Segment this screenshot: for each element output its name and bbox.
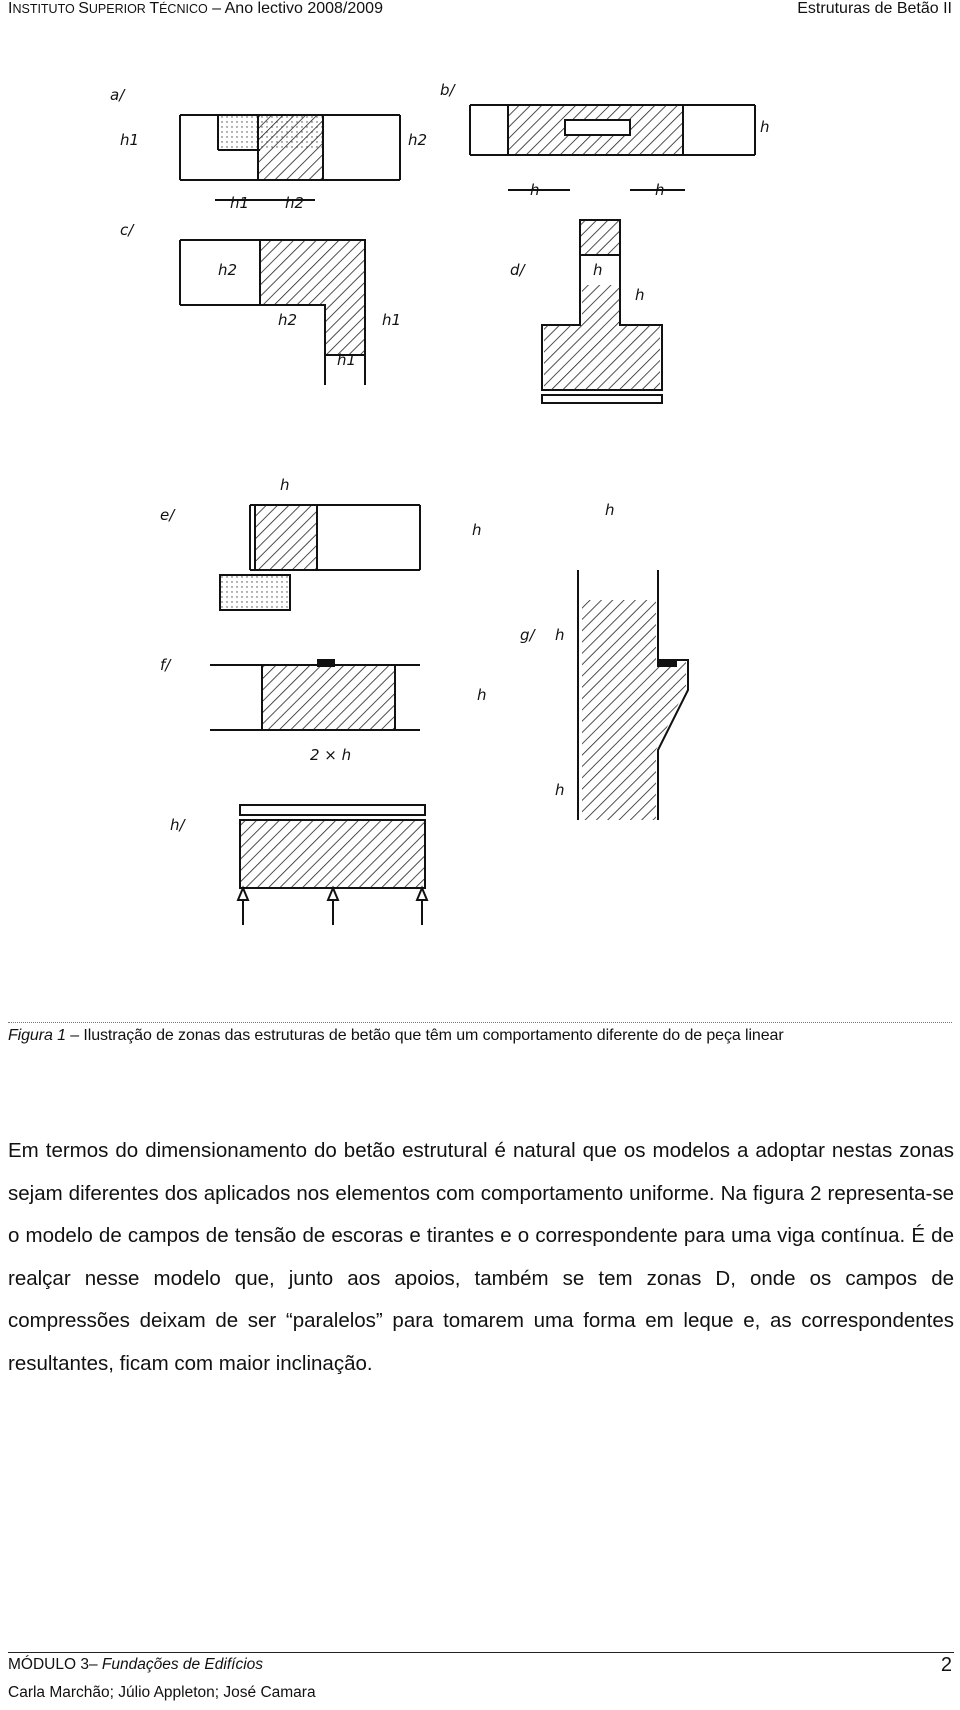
label-g-h-bot: h (555, 781, 565, 799)
label-e-h-side: h (472, 521, 482, 539)
label-e-h: h (280, 476, 290, 494)
footer-module: MÓDULO 3– Fundações de Edifícios (8, 1656, 264, 1673)
caption-separator (8, 1022, 952, 1023)
label-h: h/ (170, 816, 185, 834)
label-g: g/ (520, 626, 535, 644)
page-header (0, 0, 960, 28)
figure-caption (8, 1027, 784, 1045)
label-a-h2: h2 (408, 131, 428, 149)
label-d-h: h (593, 261, 603, 279)
label-d-h-side: h (635, 286, 645, 304)
caption-label: Figura 1 (8, 1027, 66, 1044)
header-course: Estruturas de Betão II (797, 0, 952, 17)
label-g-h-top: h (605, 501, 615, 519)
label-f: f/ (160, 656, 171, 674)
label-a-h1-bottom: h1 (230, 194, 250, 212)
label-f-h: h (477, 686, 487, 704)
label-a: a/ (110, 86, 125, 104)
label-f-2h: 2 × h (310, 746, 352, 764)
label-c-h1: h1 (382, 311, 402, 329)
label-b: b/ (440, 81, 455, 99)
label-a-h2-bottom: h2 (285, 194, 305, 212)
header-institution: INSTITUTO SUPERIOR TÉCNICO – Ano lectivo 2008/2009 (8, 0, 383, 17)
page-number: 2 (940, 1654, 952, 1676)
body-paragraph: Em termos do dimensionamento do betão estrutural é natural que os modelos a adoptar nestas zonas sejam diferentes dos aplicados nos elementos com comportamento uniforme. Na figura 2 representa-se o modelo de campos de tensão de escoras e tirantes e o correspondente para uma viga contínua. É de realçar nesse modelo que, junto aos apoios, também se tem zonas D, onde os campos de compressões deixam de ser “paralelos” para tomarem uma forma em leque e, as correspondentes resultantes, ficam com maior inclinação. (8, 1139, 954, 1375)
label-c: c/ (120, 221, 134, 239)
label-d: d/ (510, 261, 525, 279)
label-b-h-bottom-2: h (655, 181, 665, 199)
label-a-h1: h1 (120, 131, 140, 149)
label-c-h2-bottom: h2 (278, 311, 298, 329)
label-c-h1-bottom: h1 (337, 351, 357, 369)
figure-1-drawing (100, 60, 790, 1010)
footer-authors: Carla Marchão; Júlio Appleton; José Camara (8, 1684, 316, 1701)
label-b-h: h (760, 118, 770, 136)
caption-text: – Ilustração de zonas das estruturas de betão que têm um comportamento diferente do de peça linear (65, 1027, 784, 1044)
label-c-h2: h2 (218, 261, 238, 279)
footer-rule (8, 1652, 954, 1653)
label-g-h-mid: h (555, 626, 565, 644)
label-b-h-bottom-1: h (530, 181, 540, 199)
label-e: e/ (160, 506, 175, 524)
